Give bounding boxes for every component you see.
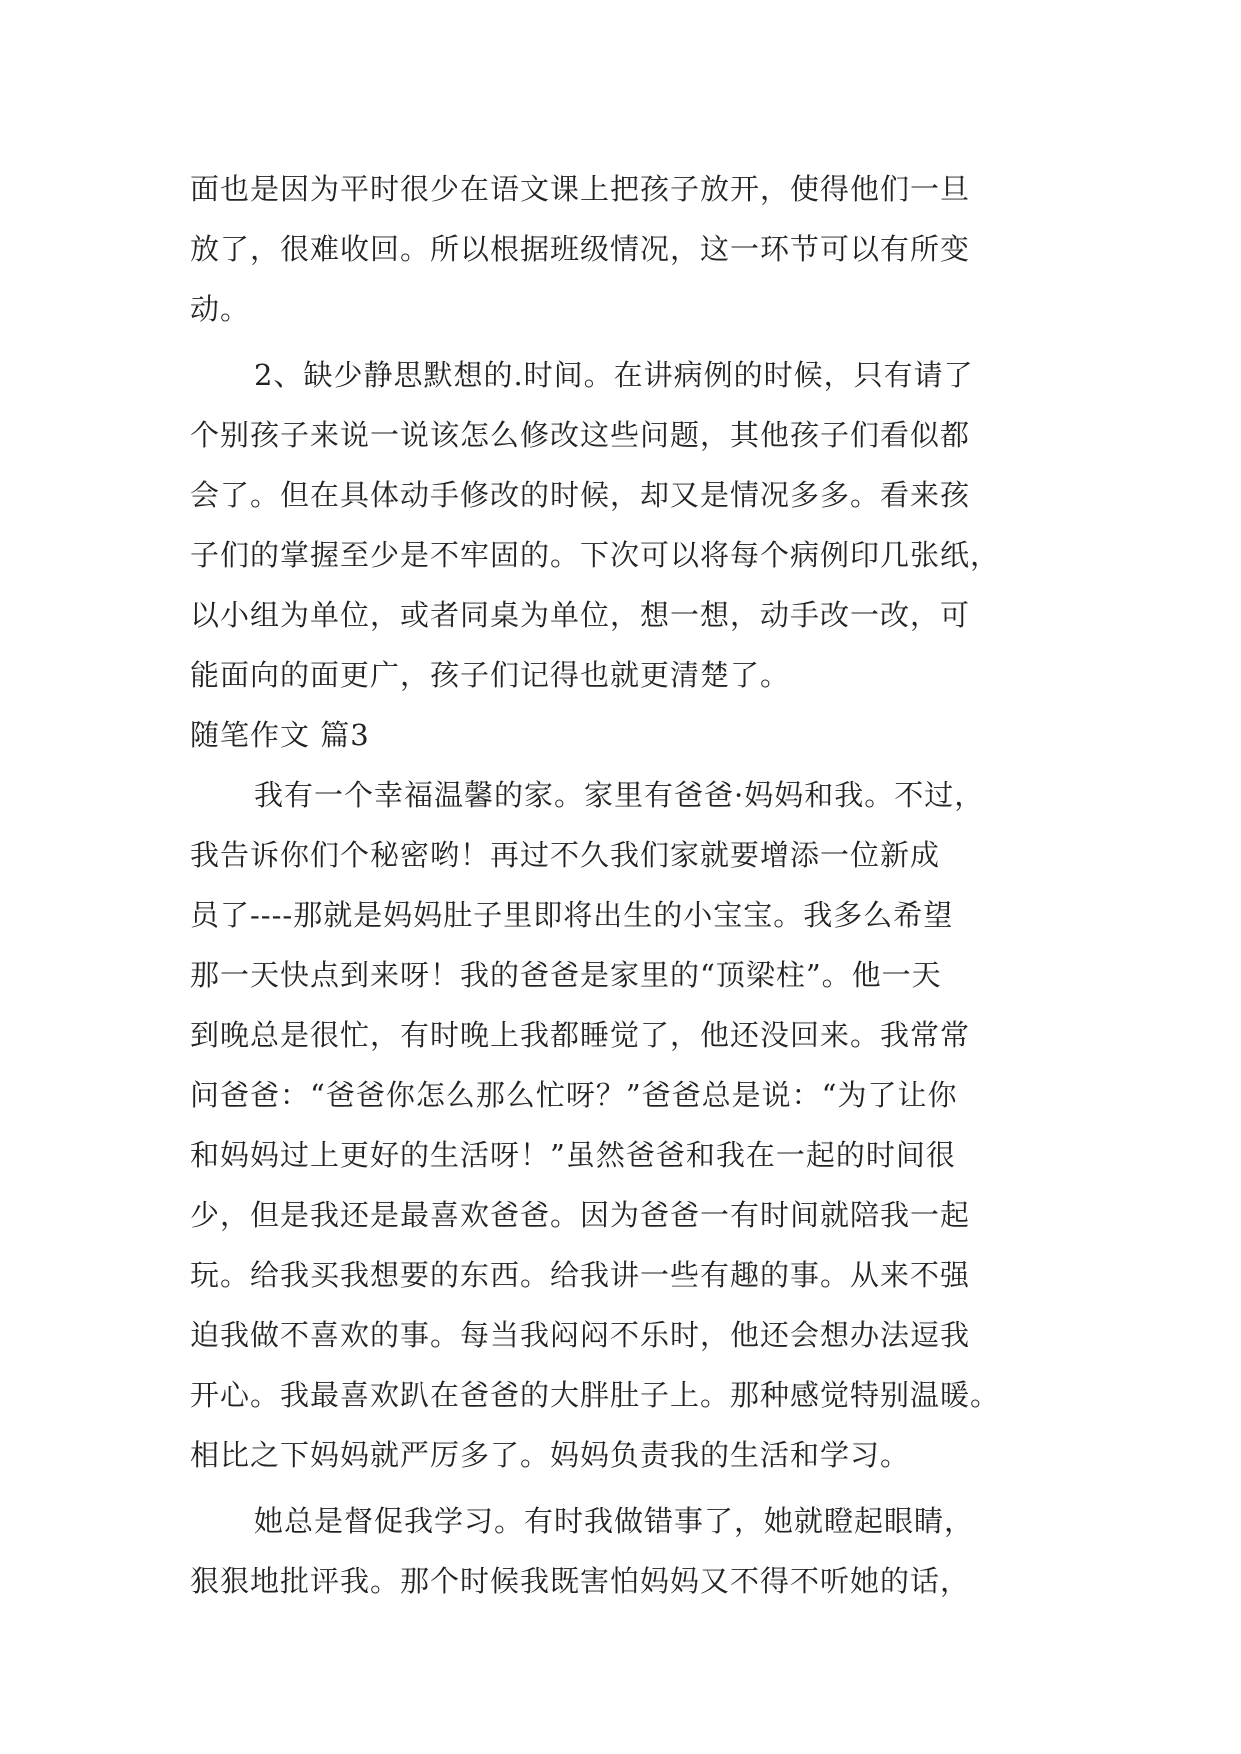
text-line: 和妈妈过上更好的生活呀！”虽然爸爸和我在一起的时间很 [190, 1138, 956, 1172]
text-line: 会了。但在具体动手修改的时候，却又是情况多多。看来孩 [190, 478, 971, 512]
text-line: 她总是督促我学习。有时我做错事了，她就瞪起眼睛， [254, 1504, 975, 1538]
text-line: 能面向的面更广，孩子们记得也就更清楚了。 [190, 658, 791, 692]
text-line: 狠狠地批评我。那个时候我既害怕妈妈又不得不听她的话， [190, 1564, 971, 1598]
text-line: 迫我做不喜欢的事。每当我闷闷不乐时，他还会想办法逗我 [190, 1318, 971, 1352]
document-page [190, 159, 1052, 1611]
text-line: 到晚总是很忙，有时晚上我都睡觉了，他还没回来。我常常 [190, 1018, 971, 1052]
text-line: 以小组为单位，或者同桌为单位，想一想，动手改一改，可 [190, 598, 971, 632]
text-line: 放了，很难收回。所以根据班级情况，这一环节可以有所变 [190, 232, 971, 266]
paragraph-essay-1 [190, 765, 1052, 1485]
paragraph-continued [190, 159, 1052, 339]
text-line: 个别孩子来说一说该怎么修改这些问题，其他孩子们看似都 [190, 418, 971, 452]
paragraph-point-2 [190, 345, 1052, 705]
text-line: 员了----那就是妈妈肚子里即将出生的小宝宝。我多么希望 [190, 898, 954, 932]
text-line: 问爸爸：“爸爸你怎么那么忙呀？”爸爸总是说：“为了让你 [190, 1078, 958, 1112]
text-line: 动。 [190, 292, 251, 326]
paragraph-essay-2 [190, 1491, 1052, 1611]
text-line: 子们的掌握至少是不牢固的。下次可以将每个病例印几张纸， [190, 538, 1001, 572]
section-heading: 随笔作文 篇3 [190, 718, 370, 752]
text-line: 面也是因为平时很少在语文课上把孩子放开，使得他们一旦 [190, 172, 971, 206]
text-line: 开心。我最喜欢趴在爸爸的大胖肚子上。那种感觉特别温暖。 [190, 1378, 1001, 1412]
text-line: 玩。给我买我想要的东西。给我讲一些有趣的事。从来不强 [190, 1258, 971, 1292]
text-line: 相比之下妈妈就严厉多了。妈妈负责我的生活和学习。 [190, 1438, 911, 1472]
text-line: 那一天快点到来呀！我的爸爸是家里的“顶梁柱”。他一天 [190, 958, 942, 992]
text-line: 我告诉你们个秘密哟！再过不久我们家就要增添一位新成 [190, 838, 941, 872]
text-line: 2、缺少静思默想的.时间。在讲病例的时候，只有请了 [254, 358, 974, 392]
text-line: 少，但是我还是最喜欢爸爸。因为爸爸一有时间就陪我一起 [190, 1198, 971, 1232]
text-line: 我有一个幸福温馨的家。家里有爸爸·妈妈和我。不过， [254, 778, 985, 812]
